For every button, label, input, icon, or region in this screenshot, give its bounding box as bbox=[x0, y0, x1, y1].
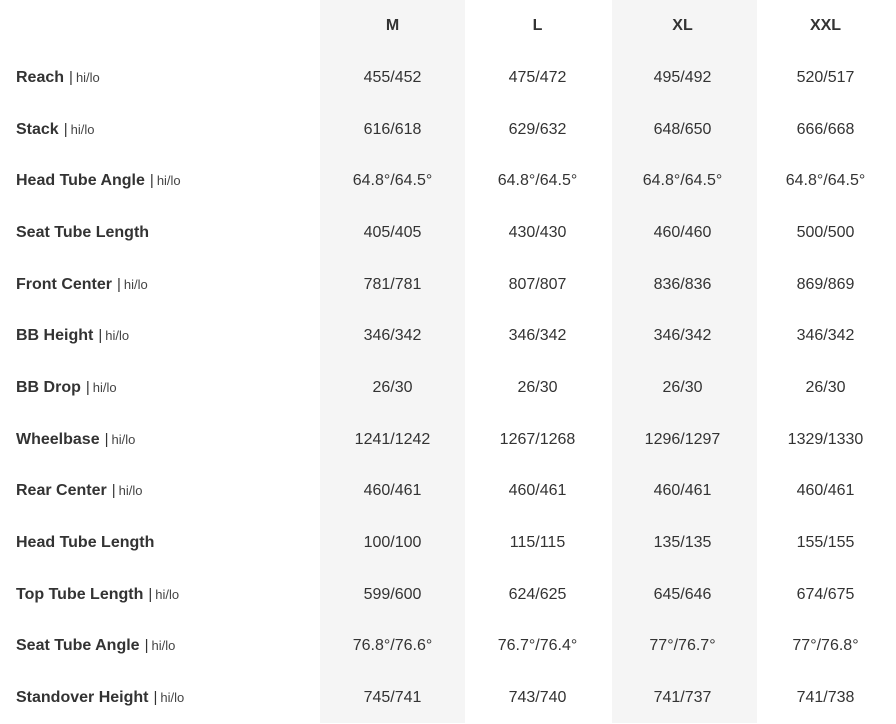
value-cell-xl: 741/737 bbox=[653, 689, 712, 707]
value-cell-m: 781/781 bbox=[363, 275, 422, 293]
row-label: BB Height bbox=[16, 327, 94, 345]
value-cell-l: 807/807 bbox=[508, 275, 567, 293]
row-label-suffix: hi/lo bbox=[118, 483, 143, 499]
value-cell-l: 743/740 bbox=[508, 689, 567, 707]
row-label-cell bbox=[0, 414, 320, 466]
value-cell-xl: 135/135 bbox=[653, 534, 712, 552]
table-row bbox=[0, 362, 896, 414]
row-label-cell bbox=[0, 155, 320, 207]
row-label: Wheelbase bbox=[16, 430, 100, 448]
value-cell-xl: 648/650 bbox=[653, 120, 712, 138]
value-cell-xl: 26/30 bbox=[662, 378, 703, 396]
value-cell-xl: 645/646 bbox=[653, 585, 712, 603]
value-cell-m: 346/342 bbox=[363, 327, 422, 345]
size-header-m: M bbox=[385, 17, 400, 34]
value-cell-l: 430/430 bbox=[508, 223, 567, 241]
corner-cell bbox=[0, 0, 320, 52]
value-cell-xl: 836/836 bbox=[653, 275, 712, 293]
value-cell-l: 76.7°/76.4° bbox=[497, 637, 578, 655]
row-label-suffix: hi/lo bbox=[92, 379, 117, 395]
row-label-separator: | bbox=[111, 482, 116, 500]
value-cell-m: 26/30 bbox=[372, 378, 413, 396]
row-label-separator: | bbox=[148, 585, 153, 603]
row-label-cell bbox=[0, 672, 320, 724]
row-label-cell bbox=[0, 310, 320, 362]
row-label-suffix: hi/lo bbox=[155, 586, 180, 602]
value-cell-l: 475/472 bbox=[508, 68, 567, 86]
row-label: Standover Height bbox=[16, 689, 149, 707]
value-cell-xxl: 500/500 bbox=[796, 223, 855, 241]
row-label-separator: | bbox=[98, 327, 103, 345]
row-label-separator: | bbox=[153, 689, 158, 707]
value-cell-xxl: 520/517 bbox=[796, 68, 855, 86]
table-row bbox=[0, 310, 896, 362]
row-label-suffix: hi/lo bbox=[156, 173, 181, 189]
value-cell-xxl: 64.8°/64.5° bbox=[785, 172, 866, 190]
value-cell-xxl: 155/155 bbox=[796, 534, 855, 552]
table-row bbox=[0, 621, 896, 673]
value-cell-xxl: 77°/76.8° bbox=[792, 637, 859, 655]
value-cell-l: 26/30 bbox=[517, 378, 558, 396]
row-label-suffix: hi/lo bbox=[111, 431, 136, 447]
value-cell-m: 455/452 bbox=[363, 68, 422, 86]
row-label-suffix: hi/lo bbox=[75, 69, 100, 85]
value-cell-m: 599/600 bbox=[363, 585, 422, 603]
value-cell-l: 346/342 bbox=[508, 327, 567, 345]
value-cell-l: 460/461 bbox=[508, 482, 567, 500]
table-row bbox=[0, 414, 896, 466]
value-cell-m: 405/405 bbox=[363, 223, 422, 241]
table-header bbox=[0, 0, 896, 52]
table-row bbox=[0, 52, 896, 104]
value-cell-xl: 346/342 bbox=[653, 327, 712, 345]
row-label: Front Center bbox=[16, 275, 112, 293]
table-row bbox=[0, 517, 896, 569]
row-label-cell bbox=[0, 621, 320, 673]
value-cell-xl: 77°/76.7° bbox=[649, 637, 716, 655]
value-cell-m: 64.8°/64.5° bbox=[352, 172, 433, 190]
table-row bbox=[0, 466, 896, 518]
value-cell-m: 460/461 bbox=[363, 482, 422, 500]
row-label-cell bbox=[0, 466, 320, 518]
row-label: Seat Tube Length bbox=[16, 223, 150, 241]
row-label-cell bbox=[0, 104, 320, 156]
value-cell-xxl: 346/342 bbox=[796, 327, 855, 345]
value-cell-xxl: 1329/1330 bbox=[787, 430, 864, 448]
value-cell-xl: 460/461 bbox=[653, 482, 712, 500]
table-row bbox=[0, 155, 896, 207]
value-cell-l: 624/625 bbox=[508, 585, 567, 603]
row-label-suffix: hi/lo bbox=[160, 690, 185, 706]
value-cell-xxl: 666/668 bbox=[796, 120, 855, 138]
row-label-cell bbox=[0, 362, 320, 414]
row-label-suffix: hi/lo bbox=[151, 638, 176, 654]
value-cell-m: 745/741 bbox=[363, 689, 422, 707]
value-cell-xxl: 674/675 bbox=[796, 585, 855, 603]
row-label-cell bbox=[0, 207, 320, 259]
row-label: Rear Center bbox=[16, 482, 107, 500]
value-cell-l: 115/115 bbox=[509, 534, 566, 552]
row-label-separator: | bbox=[104, 430, 109, 448]
value-cell-xl: 460/460 bbox=[653, 223, 712, 241]
table-row bbox=[0, 569, 896, 621]
row-label: Head Tube Length bbox=[16, 534, 155, 552]
row-label-separator: | bbox=[69, 68, 73, 86]
value-cell-xxl: 460/461 bbox=[796, 482, 855, 500]
row-label-suffix: hi/lo bbox=[123, 276, 148, 292]
size-header-l: L bbox=[532, 17, 543, 34]
value-cell-xl: 1296/1297 bbox=[644, 430, 721, 448]
table-row bbox=[0, 104, 896, 156]
row-label-separator: | bbox=[85, 378, 90, 396]
table-row bbox=[0, 672, 896, 724]
header-row bbox=[0, 0, 896, 52]
row-label-suffix: hi/lo bbox=[105, 328, 130, 344]
size-header-xl: XL bbox=[672, 17, 693, 34]
value-cell-xxl: 869/869 bbox=[796, 275, 855, 293]
size-header-xxl: XXL bbox=[809, 17, 842, 34]
row-label-separator: | bbox=[144, 637, 149, 655]
row-label-separator: | bbox=[149, 172, 154, 190]
value-cell-m: 100/100 bbox=[363, 534, 422, 552]
row-label-cell bbox=[0, 259, 320, 311]
value-cell-m: 616/618 bbox=[363, 120, 422, 138]
row-label-separator: | bbox=[63, 120, 68, 138]
value-cell-m: 1241/1242 bbox=[354, 430, 431, 448]
row-label: BB Drop bbox=[16, 378, 81, 396]
value-cell-m: 76.8°/76.6° bbox=[352, 637, 433, 655]
value-cell-l: 629/632 bbox=[508, 120, 567, 138]
row-label: Seat Tube Angle bbox=[16, 637, 140, 655]
row-label-cell bbox=[0, 517, 320, 569]
value-cell-l: 1267/1268 bbox=[499, 430, 576, 448]
row-label-separator: | bbox=[117, 275, 121, 293]
table-body bbox=[0, 52, 896, 724]
row-label: Top Tube Length bbox=[16, 585, 144, 603]
value-cell-xxl: 26/30 bbox=[805, 378, 846, 396]
row-label: Reach bbox=[16, 68, 65, 86]
table-row bbox=[0, 207, 896, 259]
value-cell-xxl: 741/738 bbox=[796, 689, 855, 707]
row-label-suffix: hi/lo bbox=[70, 121, 95, 137]
value-cell-xl: 64.8°/64.5° bbox=[642, 172, 723, 190]
table-row bbox=[0, 259, 896, 311]
value-cell-l: 64.8°/64.5° bbox=[497, 172, 578, 190]
row-label: Head Tube Angle bbox=[16, 172, 145, 190]
row-label-cell bbox=[0, 52, 320, 104]
row-label: Stack bbox=[16, 120, 59, 138]
value-cell-xl: 495/492 bbox=[653, 68, 712, 86]
row-label-cell bbox=[0, 569, 320, 621]
